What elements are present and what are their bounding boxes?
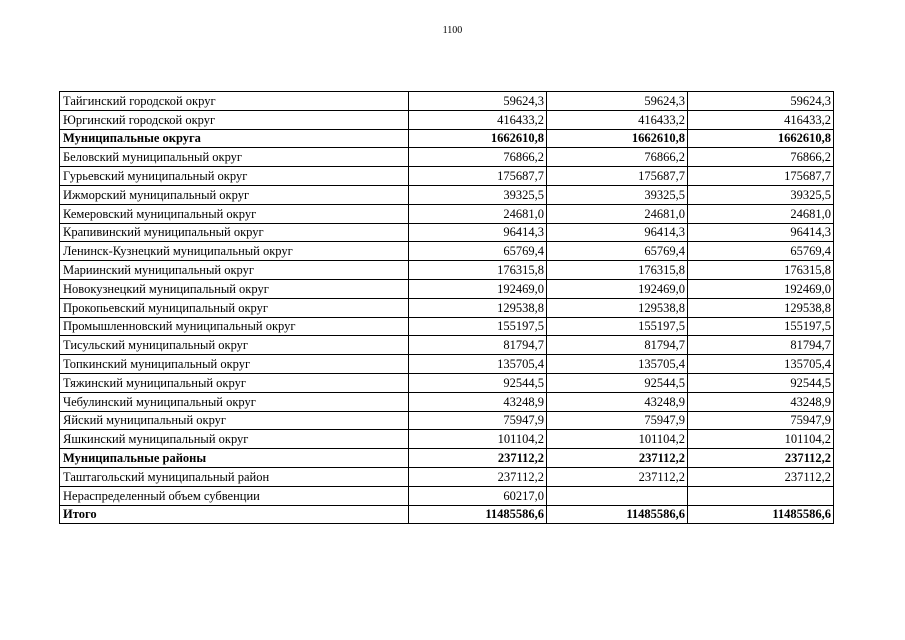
row-value-cell-3: 135705,4 <box>688 355 834 374</box>
row-value-cell-3: 129538,8 <box>688 298 834 317</box>
row-name-cell: Кемеровский муниципальный округ <box>60 204 409 223</box>
row-name-cell: Таштагольский муниципальный район <box>60 467 409 486</box>
table-row <box>60 242 834 261</box>
row-value-cell-2: 237112,2 <box>547 467 688 486</box>
row-value-cell-2: 237112,2 <box>547 449 688 468</box>
table-row <box>60 355 834 374</box>
row-value-cell-3: 237112,2 <box>688 467 834 486</box>
row-name-cell: Мариинский муниципальный округ <box>60 261 409 280</box>
table-row <box>60 430 834 449</box>
row-value-cell-2: 24681,0 <box>547 204 688 223</box>
row-name-cell: Чебулинский муниципальный округ <box>60 392 409 411</box>
row-value-cell-1: 11485586,6 <box>409 505 547 524</box>
table-row <box>60 298 834 317</box>
row-name-cell: Беловский муниципальный округ <box>60 148 409 167</box>
row-value-cell-1: 175687,7 <box>409 167 547 186</box>
row-value-cell-2 <box>547 486 688 505</box>
row-name-cell: Ленинск-Кузнецкий муниципальный округ <box>60 242 409 261</box>
row-value-cell-1: 155197,5 <box>409 317 547 336</box>
row-value-cell-1: 176315,8 <box>409 261 547 280</box>
row-value-cell-3: 92544,5 <box>688 373 834 392</box>
table-row <box>60 223 834 242</box>
page-number: 1100 <box>442 25 463 36</box>
row-value-cell-3: 155197,5 <box>688 317 834 336</box>
table-row <box>60 129 834 148</box>
row-value-cell-2: 192469,0 <box>547 279 688 298</box>
row-value-cell-2: 76866,2 <box>547 148 688 167</box>
table-row <box>60 110 834 129</box>
table-row <box>60 279 834 298</box>
row-value-cell-2: 43248,9 <box>547 392 688 411</box>
row-value-cell-2: 81794,7 <box>547 336 688 355</box>
row-value-cell-2: 101104,2 <box>547 430 688 449</box>
subsidy-distribution-table <box>59 91 834 524</box>
row-value-cell-1: 75947,9 <box>409 411 547 430</box>
row-value-cell-2: 416433,2 <box>547 110 688 129</box>
table-row <box>60 411 834 430</box>
table-row <box>60 185 834 204</box>
table-row <box>60 449 834 468</box>
table-row <box>60 505 834 524</box>
row-value-cell-2: 1662610,8 <box>547 129 688 148</box>
row-name-cell: Муниципальные округа <box>60 129 409 148</box>
row-value-cell-1: 92544,5 <box>409 373 547 392</box>
row-value-cell-3: 11485586,6 <box>688 505 834 524</box>
row-value-cell-3: 75947,9 <box>688 411 834 430</box>
row-value-cell-1: 81794,7 <box>409 336 547 355</box>
row-value-cell-3: 59624,3 <box>688 92 834 111</box>
row-value-cell-1: 129538,8 <box>409 298 547 317</box>
row-value-cell-1: 416433,2 <box>409 110 547 129</box>
table-row <box>60 167 834 186</box>
row-name-cell: Топкинский муниципальный округ <box>60 355 409 374</box>
table-body <box>60 92 834 524</box>
row-value-cell-1: 59624,3 <box>409 92 547 111</box>
row-value-cell-1: 192469,0 <box>409 279 547 298</box>
table-row <box>60 204 834 223</box>
row-name-cell: Крапивинский муниципальный округ <box>60 223 409 242</box>
row-value-cell-1: 237112,2 <box>409 449 547 468</box>
row-name-cell: Промышленновский муниципальный округ <box>60 317 409 336</box>
row-value-cell-1: 24681,0 <box>409 204 547 223</box>
row-name-cell: Нераспределенный объем субвенции <box>60 486 409 505</box>
row-value-cell-2: 39325,5 <box>547 185 688 204</box>
row-name-cell: Тисульский муниципальный округ <box>60 336 409 355</box>
table-row <box>60 467 834 486</box>
row-value-cell-1: 60217,0 <box>409 486 547 505</box>
row-value-cell-3: 65769,4 <box>688 242 834 261</box>
row-name-cell: Гурьевский муниципальный округ <box>60 167 409 186</box>
row-value-cell-1: 101104,2 <box>409 430 547 449</box>
row-value-cell-3: 39325,5 <box>688 185 834 204</box>
row-value-cell-1: 43248,9 <box>409 392 547 411</box>
row-value-cell-2: 59624,3 <box>547 92 688 111</box>
row-value-cell-3: 176315,8 <box>688 261 834 280</box>
table-row <box>60 317 834 336</box>
row-value-cell-3: 96414,3 <box>688 223 834 242</box>
table-row <box>60 92 834 111</box>
row-value-cell-3: 24681,0 <box>688 204 834 223</box>
row-value-cell-2: 65769,4 <box>547 242 688 261</box>
row-value-cell-1: 65769,4 <box>409 242 547 261</box>
row-name-cell: Прокопьевский муниципальный округ <box>60 298 409 317</box>
row-value-cell-2: 75947,9 <box>547 411 688 430</box>
row-value-cell-3: 192469,0 <box>688 279 834 298</box>
table-row <box>60 373 834 392</box>
row-value-cell-2: 135705,4 <box>547 355 688 374</box>
table-row <box>60 261 834 280</box>
row-name-cell: Юргинский городской округ <box>60 110 409 129</box>
row-value-cell-3 <box>688 486 834 505</box>
table-row <box>60 336 834 355</box>
row-value-cell-3: 81794,7 <box>688 336 834 355</box>
row-value-cell-1: 96414,3 <box>409 223 547 242</box>
row-value-cell-1: 135705,4 <box>409 355 547 374</box>
row-value-cell-2: 96414,3 <box>547 223 688 242</box>
row-value-cell-3: 101104,2 <box>688 430 834 449</box>
row-value-cell-1: 76866,2 <box>409 148 547 167</box>
row-value-cell-3: 175687,7 <box>688 167 834 186</box>
row-name-cell: Тайгинский городской округ <box>60 92 409 111</box>
row-value-cell-1: 237112,2 <box>409 467 547 486</box>
row-value-cell-3: 1662610,8 <box>688 129 834 148</box>
row-value-cell-3: 237112,2 <box>688 449 834 468</box>
row-value-cell-2: 129538,8 <box>547 298 688 317</box>
table-row <box>60 486 834 505</box>
row-name-cell: Новокузнецкий муниципальный округ <box>60 279 409 298</box>
row-value-cell-2: 11485586,6 <box>547 505 688 524</box>
row-name-cell: Муниципальные районы <box>60 449 409 468</box>
row-value-cell-2: 92544,5 <box>547 373 688 392</box>
row-name-cell: Яйский муниципальный округ <box>60 411 409 430</box>
table-row <box>60 148 834 167</box>
row-value-cell-2: 155197,5 <box>547 317 688 336</box>
row-value-cell-2: 175687,7 <box>547 167 688 186</box>
row-value-cell-3: 43248,9 <box>688 392 834 411</box>
row-value-cell-3: 416433,2 <box>688 110 834 129</box>
row-name-cell: Итого <box>60 505 409 524</box>
row-value-cell-2: 176315,8 <box>547 261 688 280</box>
row-name-cell: Тяжинский муниципальный округ <box>60 373 409 392</box>
row-value-cell-3: 76866,2 <box>688 148 834 167</box>
row-name-cell: Яшкинский муниципальный округ <box>60 430 409 449</box>
row-name-cell: Ижморский муниципальный округ <box>60 185 409 204</box>
row-value-cell-1: 1662610,8 <box>409 129 547 148</box>
table-row <box>60 392 834 411</box>
row-value-cell-1: 39325,5 <box>409 185 547 204</box>
